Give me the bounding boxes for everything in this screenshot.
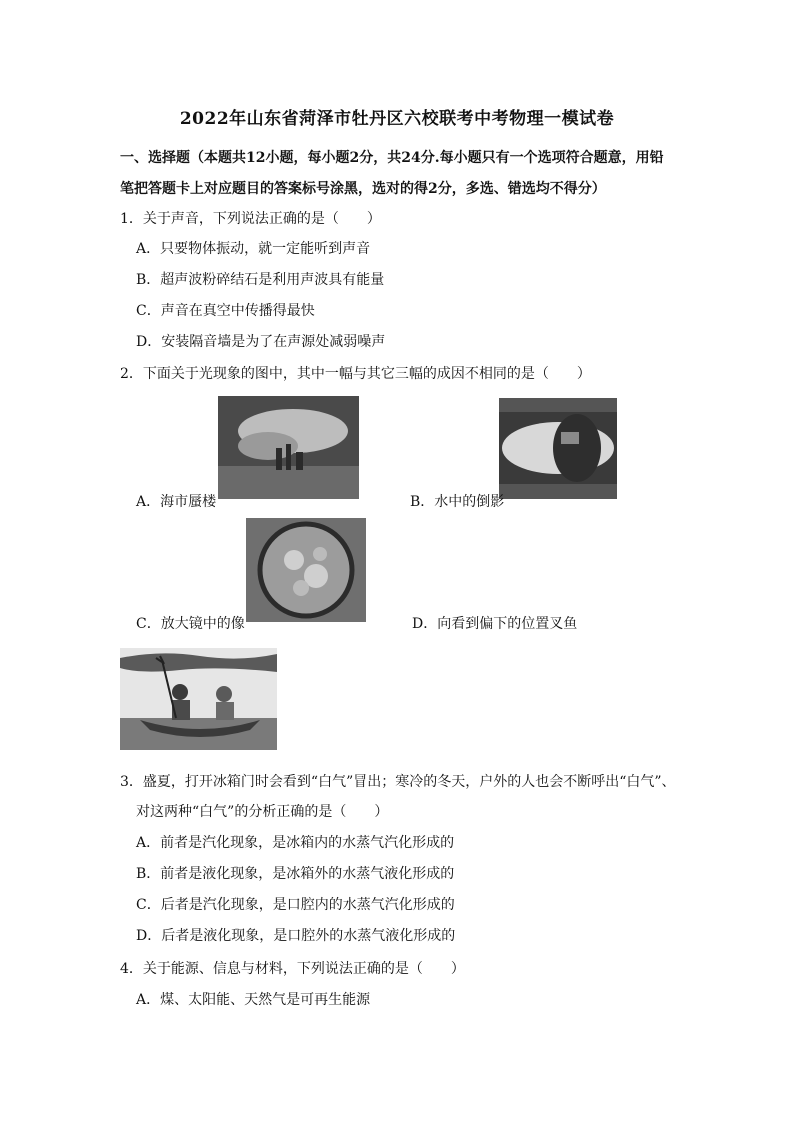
mirage-image: [218, 396, 359, 499]
question-3-option-a: A．前者是汽化现象，是冰箱内的水蒸气汽化形成的: [136, 835, 455, 851]
question-3-stem-line2: 对这两种“白气”的分析正确的是（ ）: [136, 804, 389, 820]
question-1-option-b: B．超声波粉碎结石是利用声波具有能量: [136, 272, 385, 288]
question-1-option-d: D．安装隔音墙是为了在声源处减弱噪声: [136, 334, 386, 350]
question-2-option-c: C．放大镜中的像: [136, 616, 245, 632]
question-3-stem-line1: 3．盛夏，打开冰箱门时会看到“白气”冒出；寒冷的冬天，户外的人也会不断呼出“白气”、: [120, 774, 676, 790]
question-2-option-b: B．水中的倒影: [410, 494, 505, 510]
section-heading-line2: 笔把答题卡上对应题目的答案标号涂黑，选对的得2分，多选、错选均不得分）: [120, 181, 606, 197]
question-3-option-b: B．前者是液化现象，是冰箱外的水蒸气液化形成的: [136, 866, 455, 882]
question-3-option-d: D．后者是液化现象，是口腔外的水蒸气液化形成的: [136, 928, 456, 944]
question-1-option-c: C．声音在真空中传播得最快: [136, 303, 315, 319]
question-4-option-a: A．煤、太阳能、天然气是可再生能源: [136, 992, 371, 1008]
question-2-option-d: D．向看到偏下的位置叉鱼: [412, 616, 578, 632]
magnifier-image: [246, 518, 366, 622]
page-title: 2022年山东省菏泽市牡丹区六校联考中考物理一模试卷: [179, 109, 615, 129]
water-reflection-image: [499, 398, 617, 499]
question-1-option-a: A．只要物体振动，就一定能听到声音: [136, 241, 371, 257]
question-2-option-a: A．海市蜃楼: [136, 494, 217, 510]
section-heading-line1: 一、选择题（本题共12小题，每小题2分，共24分.每小题只有一个选项符合题意，用铅: [120, 150, 664, 166]
question-1-stem: 1．关于声音，下列说法正确的是（ ）: [120, 211, 381, 227]
question-4-stem: 4．关于能源、信息与材料，下列说法正确的是（ ）: [120, 961, 465, 977]
question-2-stem: 2．下面关于光现象的图中，其中一幅与其它三幅的成因不相同的是（ ）: [120, 366, 591, 382]
spear-fishing-image: [120, 648, 277, 750]
question-3-option-c: C．后者是汽化现象，是口腔内的水蒸气汽化形成的: [136, 897, 455, 913]
